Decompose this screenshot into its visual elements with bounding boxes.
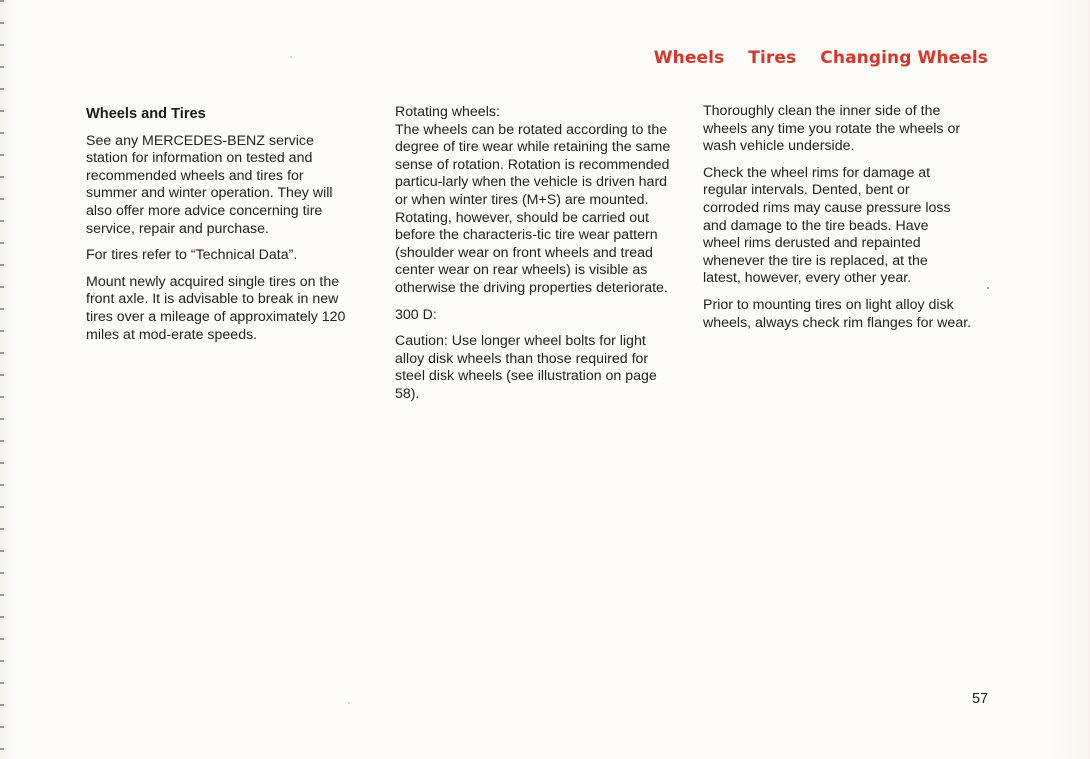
header-item-changing-wheels: Changing Wheels: [820, 48, 988, 68]
binding-edge: [0, 0, 4, 759]
column-middle: [395, 104, 680, 413]
paragraph-caution: Caution: Use longer wheel bolts for light alloy disk wheels than those required for steel disk wheels (see illustration on page 58).: [395, 333, 657, 402]
paragraph-rotating-title: Rotating wheels:: [395, 104, 500, 120]
section-header: [654, 48, 988, 68]
header-item-tires: Tires: [748, 48, 797, 68]
paragraph-check-rims: Check the wheel rims for damage at regular intervals. Dented, bent or corroded rims may cause pressure loss and damage to the tire beads. Have wheel rims derusted and repainted whenever the tire is replaced, at the latest, however, every other year.: [703, 164, 951, 287]
paragraph-clean-wheels: Thoroughly clean the inner side of the wheels any time you rotate the wheels or wash vehicle underside.: [703, 103, 961, 155]
print-speck: [987, 287, 989, 289]
paragraph-service-station: See any MERCEDES-BENZ service station for information on tested and recommended wheels and tires for summer and winter operation. They will also offer more advice concerning tire service, repair and purchase.: [86, 132, 333, 237]
paragraph-technical-data: For tires refer to “Technical Data”.: [86, 247, 298, 264]
column-left: [86, 106, 366, 353]
header-item-wheels: Wheels: [653, 48, 725, 68]
column-right: [703, 103, 993, 341]
page-number: 57: [972, 691, 989, 707]
print-speck: [348, 702, 350, 704]
paragraph-alloy-wheels: Prior to mounting tires on light alloy disk wheels, always check rim flanges for wear.: [703, 296, 972, 331]
paragraph-new-tires: Mount newly acquired single tires on the front axle. It is advisable to break in new tires over a mileage of approximately 120 miles at mod-erate speeds.: [86, 273, 346, 343]
print-speck: [290, 56, 292, 58]
paragraph-rotating-text: The wheels can be rotated according to the degree of tire wear while retaining the same sense of rotation. Rotation is recommended particu-larly when the vehicle is driven hard or when winter tires (M+S) are mounted. Rotating, however, should be carried out before the characteris-tic tire wear pattern (shoulder wear on front wheels and tread center wear on rear wheels) is visible as otherwise the driving properties deteriorate.: [395, 121, 671, 296]
paragraph-model: 300 D:: [395, 306, 437, 323]
section-heading: Wheels and Tires: [86, 106, 206, 122]
